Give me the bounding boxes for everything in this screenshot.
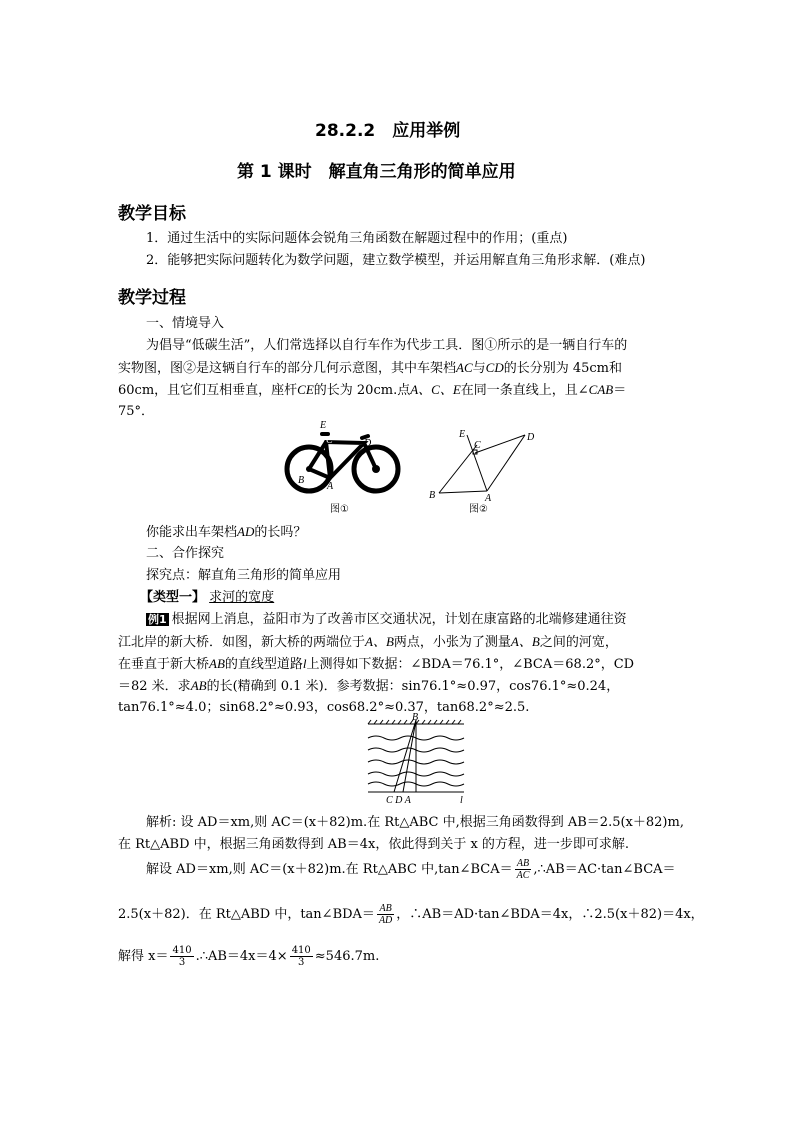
geo-label-b: B [429, 490, 436, 501]
geo-label-e: E [459, 429, 466, 440]
solution-line-3: 解得 x＝ $\frac{410}{3}$ .∴AB＝4x＝4× $\frac{410}{3}$ ≈546.7m. [118, 945, 380, 968]
bike-label-a: A [327, 481, 334, 492]
intro-heading: 一、情境导入 [146, 316, 225, 331]
river-figure [364, 712, 470, 806]
fraction-ab-ac: $\frac{AB}{AC}$ [516, 858, 530, 881]
example-line-1: 例1 根据网上消息，益阳市为了改善市区交通状况，计划在康富路的北端修建通往资 [148, 612, 627, 627]
analysis-line-1: 解析: 设 AD＝xm,则 AC＝(x＋82)m.在 Rt△ABC 中,根据三角函数得到 AB＝2.5(x＋82)m, [146, 815, 684, 830]
geometry-figure [427, 425, 547, 505]
process-heading: 教学过程 [118, 288, 186, 308]
explore-heading: 二、合作探究 [146, 546, 225, 561]
example-line-5: tan76.1°≈4.0；sin68.2°≈0.93，cos68.2°≈0.37，tan68.2°≈2.5. [118, 700, 530, 715]
fraction-ab-ad: $\frac{AB}{AD}$ [378, 903, 393, 926]
bicycle-figure [282, 418, 402, 498]
intro-line-2: 实物图，图②是这辆自行车的部分几何示意图，其中车架档AC与CD的长分别为 45cm和 [118, 360, 623, 376]
solution-line-2: 2.5(x＋82)．在 Rt△ABD 中，tan∠BDA＝ $\frac{AB}{AD}$ ，∴AB＝AD·tan∠BDA＝4x，∴2.5(x＋82)＝4x， [118, 903, 704, 926]
fraction-410-3-b: $\frac{410}{3}$ [291, 945, 311, 968]
example-badge: 例1 [148, 613, 167, 626]
bike-label-c: C [326, 435, 333, 446]
river-label-l: l [460, 795, 463, 806]
explore-point: 探究点：解直角三角形的简单应用 [146, 568, 342, 583]
intro-question: 你能求出车架档AD的长吗？ [146, 524, 307, 540]
intro-line-1: 为倡导“低碳生活”，人们常选择以自行车作为代步工具．图①所示的是一辆自行车的 [146, 338, 628, 353]
bike-label-b: B [298, 475, 305, 486]
fraction-410-3-a: $\frac{410}{3}$ [172, 945, 192, 968]
bike-label-d: D [364, 438, 372, 449]
figure-2-caption: 图② [469, 504, 488, 515]
geo-label-c: C [474, 440, 481, 451]
intro-line-4: 75°． [118, 404, 155, 419]
goal-2: 2．能够把实际问题转化为数学问题，建立数学模型，并运用解直角三角形求解．(难点) [146, 253, 646, 268]
goal-1: 1．通过生活中的实际问题体会锐角三角函数在解题过程中的作用；(重点) [146, 231, 568, 246]
river-label-b: B [412, 712, 419, 723]
bike-label-e: E [320, 420, 327, 431]
example-line-2: 江北岸的新大桥．如图，新大桥的两端位于A、B两点，小张为了测量A、B之间的河宽， [118, 634, 618, 650]
type-line: 【类型一】 求河的宽度 [140, 590, 275, 605]
goals-heading: 教学目标 [118, 204, 186, 224]
river-label-cda: C D A [386, 795, 411, 806]
page-subtitle: 第 1 课时 解直角三角形的简单应用 [237, 162, 516, 182]
example-line-4: ＝82 米．求AB的长(精确到 0.1 米)．参考数据：sin76.1°≈0.97，cos76.1°≈0.24， [118, 678, 620, 694]
geo-label-d: D [527, 432, 535, 443]
page-title: 28.2.2 应用举例 [315, 121, 461, 141]
figure-1-caption: 图① [330, 504, 349, 515]
intro-line-3: 60cm，且它们互相垂直，座杆CE的长为 20cm.点A、C、E在同一条直线上，且∠CAB＝ [118, 382, 627, 398]
analysis-line-2: 在 Rt△ABD 中，根据三角函数得到 AB＝4x，依此得到关于 x 的方程，进一步即可求解. [118, 837, 630, 852]
example-line-3: 在垂直于新大桥AB的直线型道路l上测得如下数据：∠BDA＝76.1°，∠BCA＝68.2°，CD [118, 656, 635, 672]
solution-line-1: 解设 AD＝xm,则 AC＝(x＋82)m.在 Rt△ABC 中,tan∠BCA＝ $\frac{AB}{AC}$ ,∴AB＝AC·tan∠BCA＝ [146, 858, 676, 881]
geo-label-a: A [485, 493, 492, 504]
